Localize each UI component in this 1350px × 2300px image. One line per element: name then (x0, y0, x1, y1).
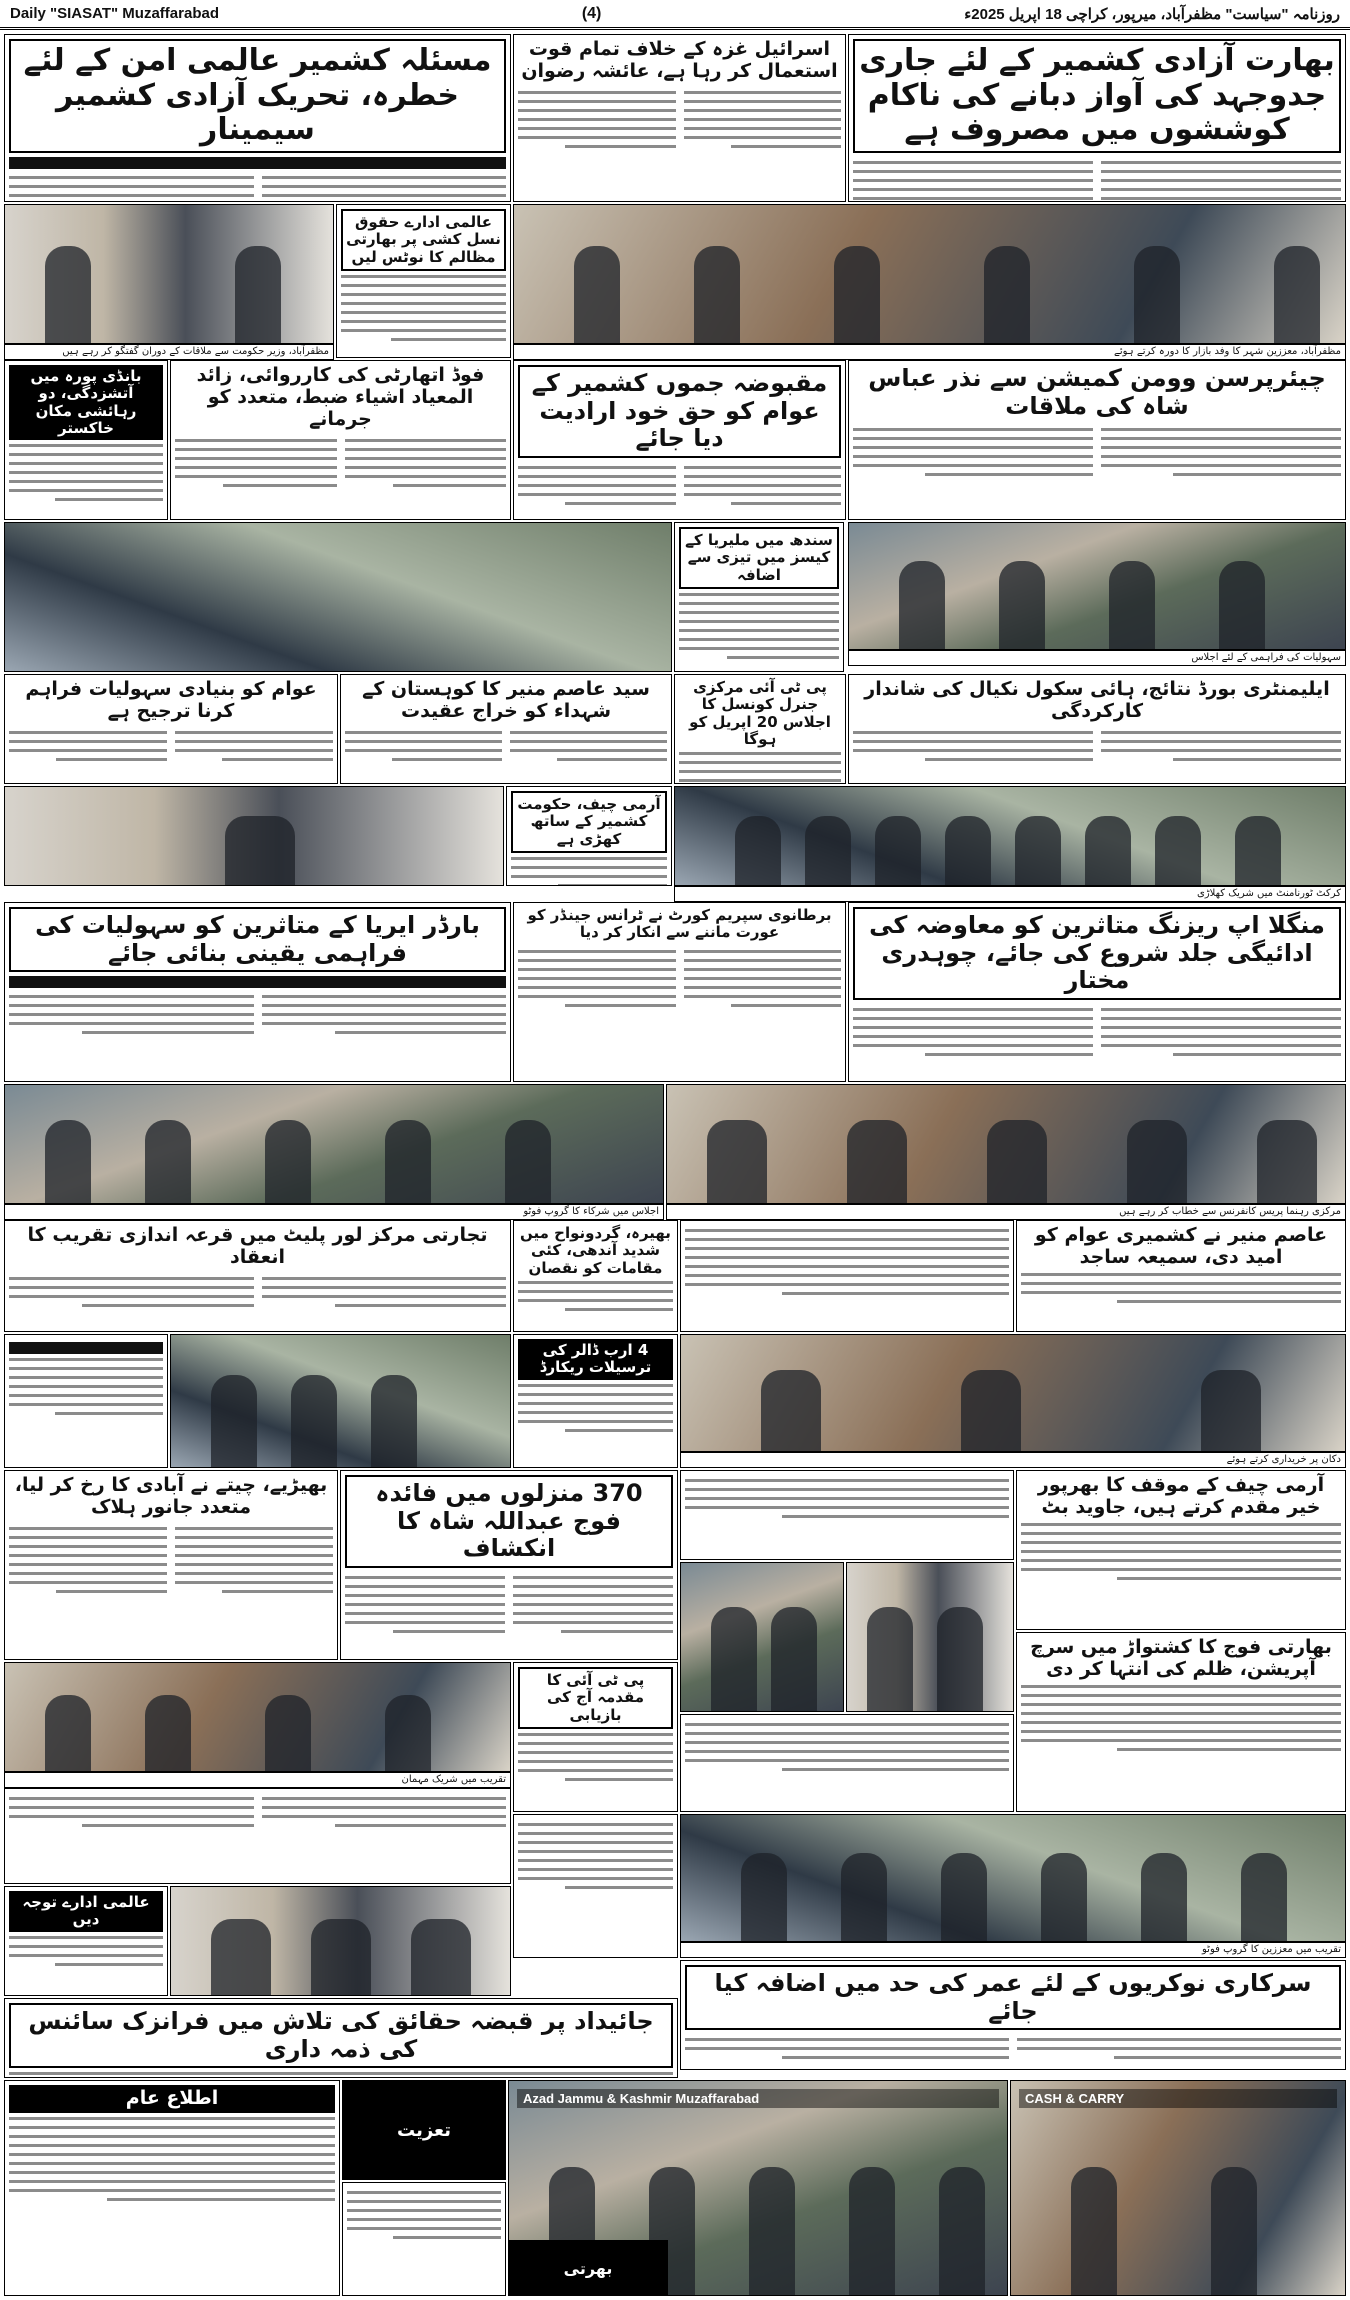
photo-caption: تقریب میں معززین کا گروپ فوٹو (680, 1942, 1346, 1958)
headline: تجارتی مرکز لور پلیٹ میں قرعہ اندازی تقریب کا انعقاد (27, 1224, 488, 1268)
headline: فوڈ اتھارٹی کی کارروائی، زائد المعیاد اشیاء ضبط، متعدد کو جرمانے (196, 364, 485, 430)
news-photo (4, 204, 334, 344)
photo-caption: دکان پر خریداری کرتے ہوئے (680, 1452, 1346, 1468)
story-column (513, 1814, 678, 1958)
story-wildlife (4, 1470, 338, 1660)
ad-box: تعزیت (342, 2080, 506, 2180)
story-bhera-storm (513, 1220, 678, 1332)
story-bandipora-fire (4, 360, 168, 520)
headline: سید عاصم منیر کا کوہستان کے شہداء کو خراج عقیدت (362, 678, 650, 722)
page-number: (4) (581, 4, 602, 22)
headline: پی ٹی آئی کا مقدمہ آج کی بازیابی (518, 1667, 673, 1729)
news-photo (4, 786, 504, 886)
headline: عاصم منیر نے کشمیری عوام کو امید دی، سمیعہ ساجد (1034, 1224, 1328, 1268)
banner-caption: CASH & CARRY (1019, 2089, 1337, 2108)
story-seminar (4, 34, 511, 202)
story-food-authority (170, 360, 511, 520)
story-border-area (4, 902, 511, 1082)
story-gaza (513, 34, 846, 202)
headline: عوام کو بنیادی سہولیات فراہم کرنا ترجیح ہے (25, 678, 317, 722)
story-karachi-short (680, 1470, 1014, 1560)
headline: اطلاع عام (9, 2085, 335, 2113)
story-uk-court (513, 902, 846, 1082)
headline: مسئلہ کشمیر عالمی امن کے لئے خطرہ، تحریک آزادی کشمیر سیمینار (9, 39, 506, 153)
masthead-left: Daily "SIASAT" Muzaffarabad (10, 5, 219, 22)
photo-caption: تقریب میں شریک مہمان (4, 1772, 511, 1788)
banner-caption: Azad Jammu & Kashmir Muzaffarabad (517, 2089, 999, 2108)
headline: مقبوضہ جموں کشمیر کے عوام کو حق خود ارادیت دیا جائے (518, 365, 841, 458)
story-asim-munir (340, 674, 672, 784)
news-photo (680, 1562, 844, 1712)
headline: آرمی چیف کے موقف کا بھرپور خیر مقدم کرتے ہیں، جاوید بٹ (1037, 1474, 1325, 1518)
photo-caption: مرکزی رہنما پریس کانفرنس سے خطاب کر رہے ہیں (666, 1204, 1346, 1220)
story-bottom-col (342, 2182, 506, 2296)
news-photo (666, 1084, 1346, 1204)
ad-box: بھرتی (508, 2240, 668, 2296)
photo-caption: کرکٹ ٹورنامنٹ میں شریک کھلاڑی (674, 886, 1346, 902)
photo-caption: مظفرآباد، وزیر حکومت سے ملاقات کے دوران گفتگو کر رہے ہیں (4, 344, 334, 360)
story-occupied-kashmir (513, 360, 846, 520)
news-photo (1010, 2080, 1346, 2296)
story-370 (340, 1470, 678, 1660)
story-forensic (4, 1998, 678, 2078)
story-board-results (848, 674, 1346, 784)
news-photo (846, 1562, 1014, 1712)
story-facilities (4, 674, 338, 784)
story-army-chief (506, 786, 672, 886)
photo-caption: مظفرآباد، معززین شہر کا وفد بازار کا دورہ کرتے ہوئے (513, 344, 1346, 360)
news-photo (848, 522, 1346, 650)
headline: بھیڑیے، چیتے نے آبادی کا رخ کر لیا، متعدد جانور ہلاک (14, 1474, 328, 1518)
headline: بھارتی فوج کا کشتواڑ میں سرچ آپریشن، ظلم کی انتہا کر دی (1030, 1636, 1332, 1680)
story-lead (848, 34, 1346, 202)
headline: پی ٹی آئی مرکزی جنرل کونسل کا اجلاس 20 اپریل کو ہوگا (689, 678, 831, 748)
story-global-bodies (336, 204, 511, 358)
headline: سرکاری نوکریوں کے لئے عمر کی حد میں اضافہ کیا جائے (685, 1965, 1341, 2030)
news-photo (4, 1662, 511, 1772)
story-malaria (674, 522, 844, 672)
story-global-bodies-2 (4, 1886, 168, 1996)
story-kishtwar (1016, 1632, 1346, 1812)
headline: اسرائیل غزہ کے خلاف تمام قوت استعمال کر رہا ہے، عائشہ رضوان (521, 38, 838, 82)
news-photo (513, 204, 1346, 344)
story-pti-recovery (513, 1662, 678, 1812)
headline: بھارت آزادی کشمیر کے لئے جاری جدوجہد کی آواز دبانے کی ناکام کوششوں میں مصروف ہے (853, 39, 1341, 153)
headline: ایلیمنٹری بورڈ نتائج، ہائی سکول نکیال کی شاندار کارکردگی (864, 678, 1330, 722)
headline: 370 منزلوں میں فائدہ فوج عبداللہ شاہ کا انکشاف (345, 1475, 673, 1568)
public-notice (4, 2080, 340, 2296)
news-photo (170, 1886, 511, 1996)
photo-caption: اجلاس میں شرکاء کا گروپ فوٹو (4, 1204, 664, 1220)
story-mangla (848, 902, 1346, 1082)
story-left-column (4, 1334, 168, 1468)
news-photo (680, 1814, 1346, 1942)
headline: 4 ارب ڈالر کی ترسیلات ریکارڈ (518, 1339, 673, 1380)
news-photo (680, 1334, 1346, 1452)
headline: عالمی ادارے توجہ دیں (9, 1891, 163, 1932)
story-remittance (513, 1334, 678, 1468)
news-photo (4, 1084, 664, 1204)
news-photo (674, 786, 1346, 886)
story-mid-short (680, 1714, 1014, 1812)
masthead-right: روزنامہ "سیاست" مظفرآباد، میرپور، کراچی 18 اپریل 2025ء (964, 5, 1340, 23)
headline: بانڈی پورہ میں آتشزدگی، دو رہائشی مکان خاکستر (9, 365, 163, 440)
headline: بارڈر ایریا کے متاثرین کو سہولیات کی فراہمی یقینی بنائی جائے (9, 907, 506, 972)
story-women-commission (848, 360, 1346, 520)
photo-caption: سہولیات کی فراہمی کے لئے اجلاس (848, 650, 1346, 666)
headline: جائیداد پر قبضہ حقائق کی تلاش میں فرانزک سائنس کی ذمہ داری (9, 2003, 673, 2068)
story-karachi (680, 1220, 1014, 1332)
headline: آرمی چیف، حکومت کشمیر کے ساتھ کھڑی ہے (511, 791, 667, 853)
headline: بھیرہ، گردونواح میں شدید آندھی، کئی مقامات کو نقصان (520, 1224, 671, 1277)
news-photo (170, 1334, 511, 1468)
story-age-limit (680, 1960, 1346, 2070)
story-samia-sajid (1016, 1220, 1346, 1332)
story-announcement (4, 1788, 511, 1884)
news-photo (4, 522, 672, 672)
story-trade-center (4, 1220, 511, 1332)
story-javed-butt (1016, 1470, 1346, 1630)
story-pti-council (674, 674, 846, 784)
headline: عالمی ادارے حقوق نسل کشی پر بھارتی مظالم کا نوٹس لیں (341, 209, 506, 271)
headline: چیئرپرسن وومن کمیشن سے نذر عباس شاہ کی ملاقات (868, 364, 1326, 420)
headline: منگلا اپ ریزنگ متاثرین کو معاوضہ کی ادائیگی جلد شروع کی جائے، چوہدری مختار (853, 907, 1341, 1000)
headline: برطانوی سپریم کورٹ نے ٹرانس جینڈر کو عورت ماننے سے انکار کر دیا (527, 906, 832, 942)
headline: سندھ میں ملیریا کے کیسز میں تیزی سے اضافہ (679, 527, 839, 589)
masthead (0, 0, 1350, 30)
